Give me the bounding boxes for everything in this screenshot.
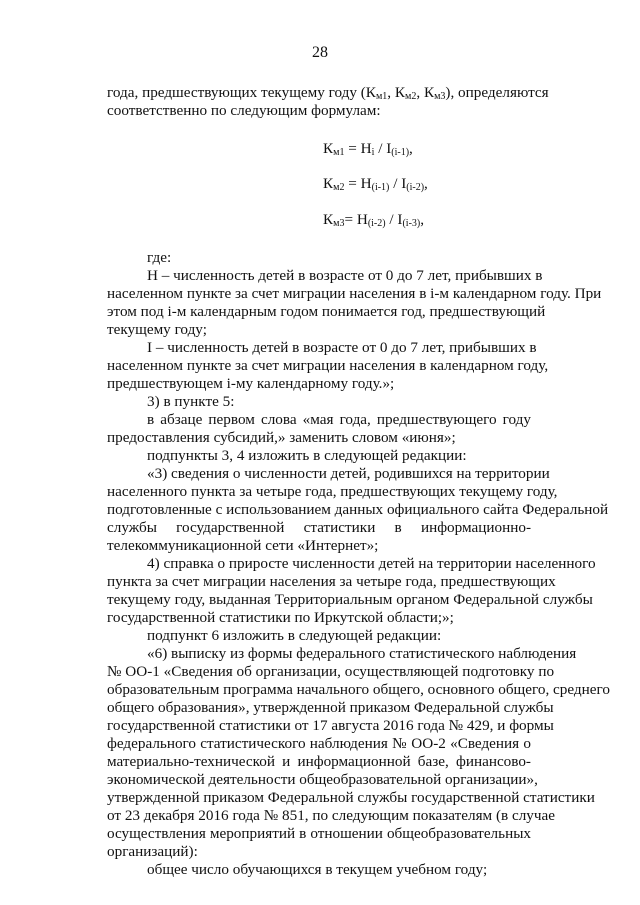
body-line-30: экономической деятельности общеобразовательной организации», <box>107 771 538 788</box>
intro-sep-2: , К <box>416 84 435 101</box>
body-line-3: населенном пункте за счет миграции населения в i-м календарном году. При <box>107 285 602 302</box>
intro-sub-2: м2 <box>405 91 417 102</box>
body-line-15: подготовленные с использованием данных официального сайта Федеральной <box>107 501 609 518</box>
body-line-2: H – численность детей в возрасте от 0 до 7 лет, прибывших в <box>147 267 543 284</box>
body-line-35: общее число обучающихся в текущем учебном году; <box>147 861 488 878</box>
intro-sub-3: м3 <box>434 91 446 102</box>
formula-1-mid-sub: i <box>371 147 375 158</box>
body-line-4: этом под i-м календарным годом понимается год, предшествующий <box>107 303 546 320</box>
body-line-10: в абзаце первом слова «мая года, предшествующего году <box>147 411 531 428</box>
intro-sep-1: , К <box>387 84 406 101</box>
formula-1-end: , <box>409 140 413 157</box>
body-line-26: общего образования», утвержденной приказом Федеральной службы <box>107 699 554 716</box>
body-line-20: текущему году, выданная Территориальным органом Федеральной службы <box>107 591 593 608</box>
formula-1-rhs-sub: (i-1) <box>391 147 410 158</box>
intro-line-1 <box>107 84 549 102</box>
formula-3-mid-sub: (i-2) <box>367 218 386 229</box>
formula-1-lhs: К <box>323 140 334 157</box>
formula-3 <box>323 211 424 229</box>
formula-2-rhs: / I <box>389 175 407 192</box>
body-line-29: материально-технической и информационной базе, финансово- <box>107 753 531 770</box>
body-line-5: текущему году; <box>107 321 207 338</box>
formula-1-rhs: / I <box>374 140 392 157</box>
body-line-21: государственной статистики по Иркутской области;»; <box>107 609 454 626</box>
formula-3-end: , <box>420 211 425 228</box>
body-line-16: службы государственной статистики в информационно- <box>107 519 531 536</box>
body-line-9: 3) в пункте 5: <box>147 393 235 410</box>
formula-3-mid: = H <box>344 211 368 228</box>
intro-line-2: соответственно по следующим формулам: <box>107 102 381 119</box>
formula-1-lhs-sub: м1 <box>333 147 345 158</box>
formula-3-lhs: К <box>323 211 334 228</box>
formula-3-lhs-sub: м3 <box>333 218 345 229</box>
formula-2-mid-sub: (i-1) <box>371 182 390 193</box>
body-line-12: подпункты 3, 4 изложить в следующей редакции: <box>147 447 467 464</box>
formula-3-rhs-sub: (i-3) <box>402 218 421 229</box>
body-line-6: I – численность детей в возрасте от 0 до 7 лет, прибывших в <box>147 339 537 356</box>
intro-text-b: ), определяются <box>445 84 549 101</box>
formula-2-lhs: К <box>323 175 334 192</box>
body-line-23: «6) выписку из формы федерального статистического наблюдения <box>147 645 577 662</box>
intro-sub-1: м1 <box>375 91 388 102</box>
body-line-19: пункта за счет миграции населения за четыре года, предшествующих <box>107 573 556 590</box>
body-line-11: предоставления субсидий,» заменить словом «июня»; <box>107 429 456 446</box>
formula-2 <box>323 175 428 193</box>
body-line-22: подпункт 6 изложить в следующей редакции: <box>147 627 442 644</box>
body-line-24: № ОО-1 «Сведения об организации, осуществляющей подготовку по <box>107 663 555 680</box>
formula-1 <box>323 140 413 158</box>
intro-text-a: года, предшествующих текущему году (К <box>107 84 376 101</box>
body-line-31: утвержденной приказом Федеральной службы государственной статистики <box>107 789 595 806</box>
body-line-34: организаций): <box>107 843 198 860</box>
body-line-32: от 23 декабря 2016 года № 851, по следующим показателям (в случае <box>107 807 556 824</box>
formula-2-rhs-sub: (i-2) <box>406 182 425 193</box>
formula-1-mid: = H <box>344 140 372 157</box>
body-line-25: образовательным программа начального общего, основного общего, среднего <box>107 681 610 698</box>
formula-2-mid: = H <box>344 175 372 192</box>
body-line-28: федерального статистического наблюдения № ОО-2 «Сведения о <box>107 735 531 752</box>
formula-2-lhs-sub: м2 <box>333 182 345 193</box>
body-line-27: государственной статистики от 17 августа 2016 года № 429, и формы <box>107 717 554 734</box>
page-number: 28 <box>312 44 328 61</box>
formula-2-end: , <box>424 175 428 192</box>
body-line-33: осуществления мероприятий в отношении общеобразовательных <box>107 825 531 842</box>
body-line-1: где: <box>147 249 172 266</box>
body-line-17: телекоммуникационной сети «Интернет»; <box>107 537 379 554</box>
body-line-13: «3) сведения о численности детей, родившихся на территории <box>147 465 550 482</box>
body-line-14: населенного пункта за четыре года, предшествующих текущему году, <box>107 483 558 500</box>
formula-3-rhs: / I <box>385 211 403 228</box>
body-line-18: 4) справка о приросте численности детей на территории населенного <box>147 555 596 572</box>
body-line-8: предшествующем i-му календарному году.»; <box>107 375 395 392</box>
body-line-7: населенном пункте за счет миграции населения в календарном году, <box>107 357 549 374</box>
